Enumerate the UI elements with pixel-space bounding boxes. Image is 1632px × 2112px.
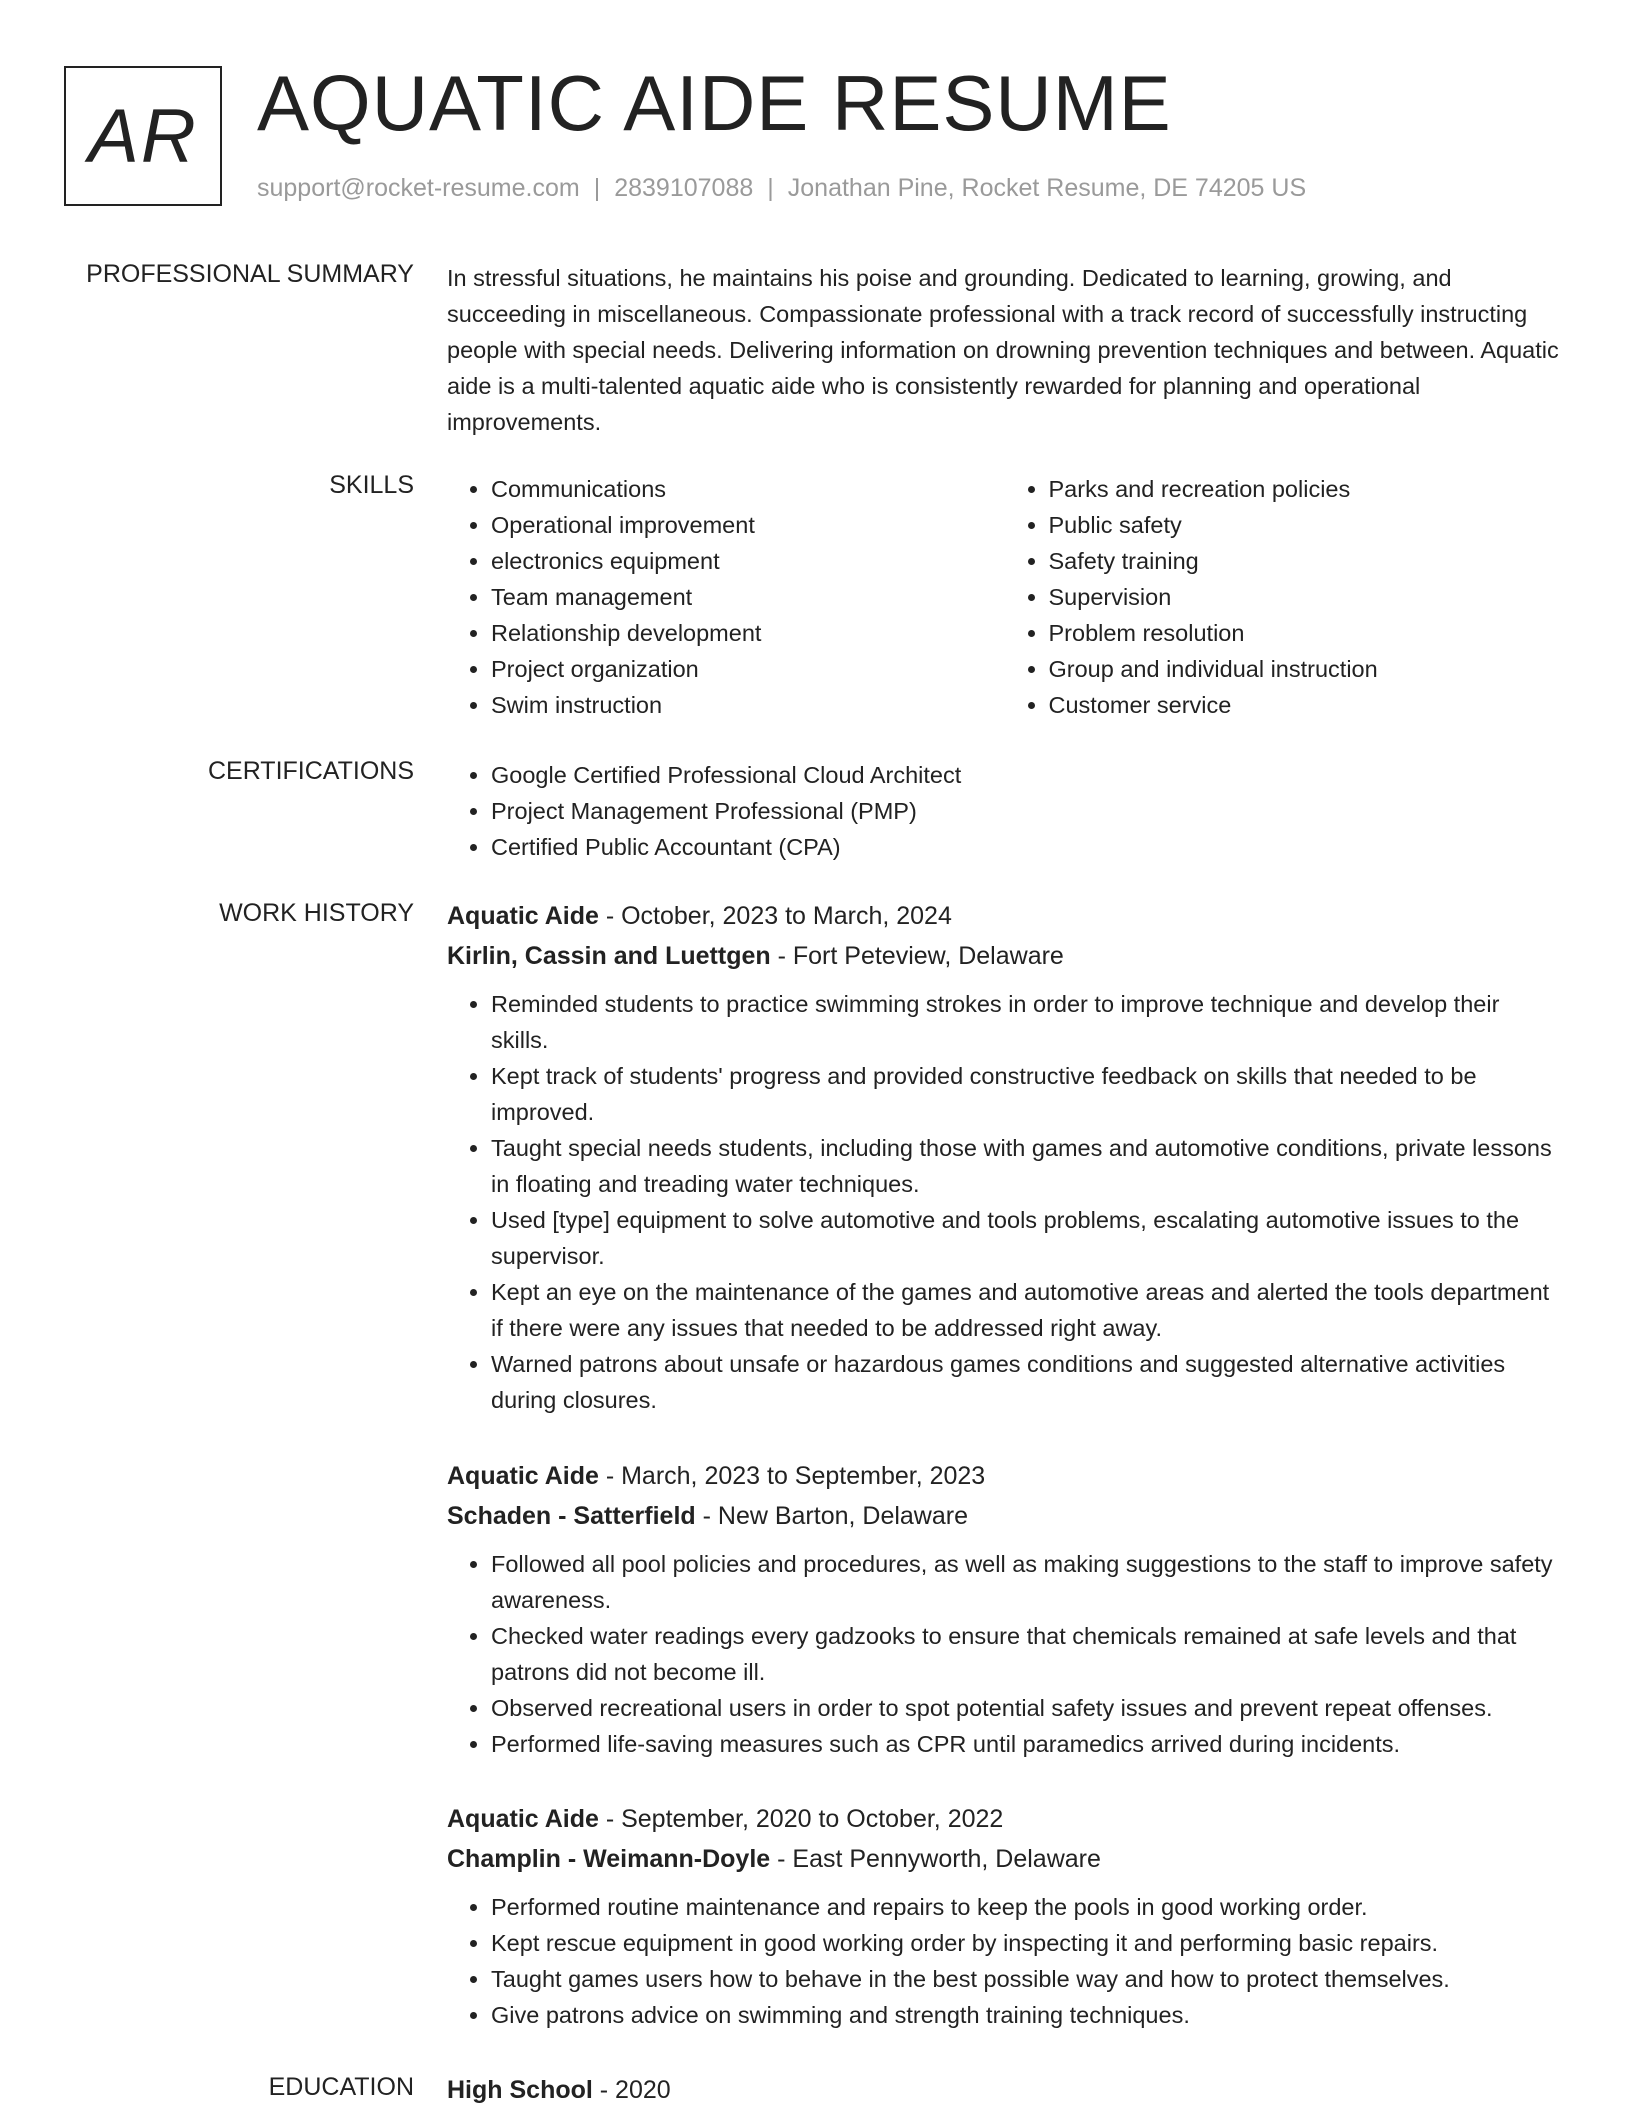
job-duty: • Kept an eye on the maintenance of the games and automotive areas and alerted the tools department if there were any issues that needed to be addressed right away. [491,1274,1562,1346]
skills-columns [447,471,1562,723]
job-duty: • Performed routine maintenance and repairs to keep the pools in good working order. [491,1889,1562,1925]
skill-item: • Project organization [491,651,1005,687]
certification-item: • Google Certified Professional Cloud Architect [491,757,1562,793]
job-duties-list [447,1889,1562,2033]
job-title-line [447,896,1562,936]
certification-item: • Certified Public Accountant (CPA) [491,829,1562,865]
job-duty: • Give patrons advice on swimming and strength training techniques. [491,1997,1562,2033]
job-dates: - September, 2020 to October, 2022 [598,1805,1004,1833]
section-label-work-history: WORK HISTORY [219,899,414,927]
job-entry [447,1456,1562,1762]
job-duty: • Warned patrons about unsafe or hazardous games conditions and suggested alternative activities during closures. [491,1346,1562,1418]
job-title: Aquatic Aide [447,1462,599,1490]
job-duty: • Checked water readings every gadzooks to ensure that chemicals remained at safe levels and that patrons did not become ill. [491,1618,1562,1690]
certifications-list [447,757,1562,865]
contact-separator: | [767,174,774,202]
company-name: Champlin - Weimann-Doyle [447,1845,771,1873]
skills-list-right [1005,471,1563,723]
job-duties-list [447,1546,1562,1762]
job-duty: • Performed life-saving measures such as CPR until paramedics arrived during incidents. [491,1726,1562,1762]
job-title-line [447,1799,1562,1839]
company-name: Schaden - Satterfield [447,1502,696,1530]
education-body [447,2070,1562,2110]
contact-phone: 2839107088 [614,174,754,202]
section-label-education: EDUCATION [268,2073,414,2101]
job-duty: • Kept rescue equipment in good working order by inspecting it and performing basic repairs. [491,1925,1562,1961]
job-duty: • Observed recreational users in order to spot potential safety issues and prevent repeat offenses. [491,1690,1562,1726]
summary-body [447,260,1562,440]
section-label-skills: SKILLS [329,471,414,499]
company-location: - East Pennyworth, Delaware [770,1845,1101,1873]
skill-item: • Public safety [1049,507,1563,543]
company-location: - Fort Peteview, Delaware [770,942,1064,970]
job-title: Aquatic Aide [447,902,599,930]
company-line [447,1496,1562,1536]
job-title: Aquatic Aide [447,1805,599,1833]
certifications-body [447,757,1562,865]
job-duty: • Followed all pool policies and procedures, as well as making suggestions to the staff to improve safety awareness. [491,1546,1562,1618]
skill-item: • Safety training [1049,543,1563,579]
section-label-summary: PROFESSIONAL SUMMARY [86,260,414,288]
company-name: Kirlin, Cassin and Luettgen [447,942,771,970]
contact-email: support@rocket-resume.com [257,174,580,202]
company-line [447,1839,1562,1879]
monogram-badge [64,66,222,206]
skill-item: • Group and individual instruction [1049,651,1563,687]
section-label-certifications: CERTIFICATIONS [207,757,414,785]
job-dates: - October, 2023 to March, 2024 [598,902,952,930]
job-duty: • Taught special needs students, including those with games and automotive conditions, private lessons in floating and treading water techniques. [491,1130,1562,1202]
contact-line [257,174,1306,203]
skill-item: • Relationship development [491,615,1005,651]
skill-item: • Supervision [1049,579,1563,615]
skill-item: • Communications [491,471,1005,507]
job-entry [447,896,1562,1418]
skill-item: • Operational improvement [491,507,1005,543]
job-duty: • Used [type] equipment to solve automotive and tools problems, escalating automotive issues to the supervisor. [491,1202,1562,1274]
skill-item: • Parks and recreation policies [1049,471,1563,507]
job-duty: • Kept track of students' progress and provided constructive feedback on skills that needed to be improved. [491,1058,1562,1130]
education-year: - 2020 [592,2076,671,2104]
job-duty: • Reminded students to practice swimming strokes in order to improve technique and develop their skills. [491,986,1562,1058]
skills-list-left [447,471,1005,723]
job-entry [447,1799,1562,2033]
certification-item: • Project Management Professional (PMP) [491,793,1562,829]
summary-text: In stressful situations, he maintains his poise and grounding. Dedicated to learning, growing, and succeeding in miscellaneous. Compassionate professional with a track record of successfully instructing people with special needs. Delivering information on drowning prevention techniques and between. Aquatic aide is a multi-talented aquatic aide who is consistently rewarded for planning and operational improvements. [447,265,1559,435]
skill-item: • Swim instruction [491,687,1005,723]
skill-item: • Team management [491,579,1005,615]
skill-item: • Problem resolution [1049,615,1563,651]
job-title-line [447,1456,1562,1496]
contact-separator: | [593,174,601,202]
contact-address: Jonathan Pine, Rocket Resume, DE 74205 US [787,174,1307,202]
job-duties-list [447,986,1562,1418]
skill-item: • electronics equipment [491,543,1005,579]
education-line [447,2070,1562,2110]
education-degree: High School [447,2076,593,2104]
monogram-initials: AR [88,93,198,179]
skill-item: • Customer service [1049,687,1563,723]
company-location: - New Barton, Delaware [695,1502,968,1530]
job-duty: • Taught games users how to behave in the best possible way and how to protect themselves. [491,1961,1562,1997]
resume-title: AQUATIC AIDE RESUME [257,59,1172,147]
job-dates: - March, 2023 to September, 2023 [598,1462,986,1490]
company-line [447,936,1562,976]
